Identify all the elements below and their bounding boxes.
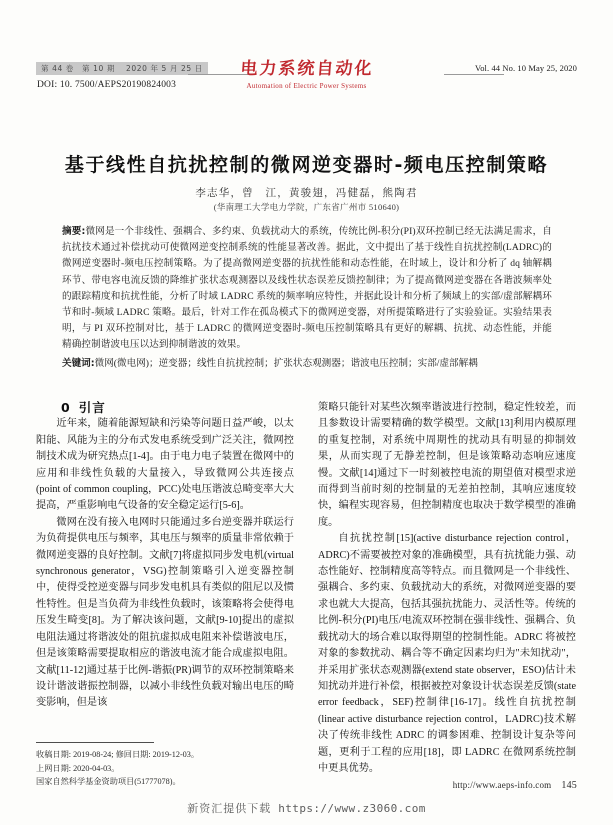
section-heading [36, 400, 294, 416]
journal-logo [202, 58, 412, 91]
watermark-label: 新资汇提供下载 [187, 802, 272, 815]
body-column-left [36, 400, 294, 712]
keywords-text: 微网(微电网)；逆变器；线性自抗扰控制；扩张状态观测器；谐波电压控制；实部/虚部解耦 [94, 358, 478, 369]
footnote-divider [36, 742, 154, 743]
volume-issue-band: 第 44 卷 第 10 期 2020 年 5 月 25 日 [36, 62, 208, 75]
footnote-received-date: 收稿日期: 2019-08-24; 修回日期: 2019-12-03。 [36, 750, 200, 759]
page-number: 145 [561, 780, 577, 791]
paragraph: 自抗扰控制[15](active disturbance rejection control，ADRC)不需要被控对象的准确模型，具有抗扰能力强、动态性能好、控制精度高等特点。而且微网是一个非线性、强耦合、多约束、负载扰动大的系统，对微网逆变器的要求也就大大提高，包括其强抗扰能力、灵活性等。传统的比例-积分(PI)电压/电流双环控制在强非线性、强耦合、负载扰动大的场合难以取得期望的控制性能。ADRC 将被控对象的参数扰动、耦合等不确定因素均归为"未知扰动"，并采用扩张状态观测器(extend state observer，ESO)估计未知扰动并进行补偿，根据被控对象设计状态误差反馈(state error feedback，SEF)控制律[16-17]。线性自抗扰控制(linear active disturbance rejection control，LADRC)技术解决了传统非线性 ADRC 的调参困难、控制设计复杂等问题，更利于工程的应用[18]，即 LADRC 在微网系统控制中更具优势。 [318, 533, 576, 774]
paragraph: 微网在没有接入电网时只能通过多台逆变器并联运行为负荷提供电压与频率，其电压与频率的质量非常依赖于微网逆变器的良好控制。文献[7]将虚拟同步发电机(virtual synchronous generator，VSG)控制策略引入逆变器控制中，使得受控逆变器与同步发电机具有类似的阻尼以及惯性特性。但是当负荷为非线性负载时，该策略将会使得电压发生畸变[8]。为了解决该问题，文献[9-10]提出的虚拟电阻法通过将谐波处的阻抗虚拟成电阻来补偿谐波电压，但是该策略需要提取相应的谐波电流才能合成虚拟电阻。文献[11-12]通过基于比例-谐振(PR)调节的双环控制策略来设计谐波谐振控制器，以减小非线性负载对输出电压的畸变影响，但是该 [36, 516, 294, 709]
download-watermark [0, 800, 613, 816]
section-number: 0 [61, 400, 71, 415]
paragraph: 近年来，随着能源短缺和污染等问题日益严峻，以太阳能、风能为主的分布式发电系统受到广泛关注，微网控制技术成为研究热点[1-4]。由于电力电子装置在微网中的应用和非线性负载的大量接入，导致微网公共连接点(point of common coupling，PCC)处电压谐波总畸变率大大提高，严重影响电气设备的安全稳定运行[5-6]。 [36, 418, 294, 512]
page-footer [453, 780, 577, 791]
journal-title-en: Automation of Electric Power Systems [246, 82, 367, 90]
author-affiliation: (华南理工大学电力学院，广东省广州市 510640) [213, 202, 400, 212]
keywords-label: 关键词: [62, 358, 95, 369]
abstract-block [62, 224, 552, 354]
journal-url[interactable]: http://www.aeps-info.com [452, 780, 552, 790]
abstract-label: 摘要: [62, 226, 86, 237]
journal-masthead [36, 58, 577, 106]
paragraph: 策略只能针对某些次频率谐波进行控制，稳定性较差，而且参数设计需要精确的数学模型。文献[13]利用内模原理的重复控制，对系统中周期性的扰动具有明显的抑制效果，从而实现了无静差控制，但是该策略动态响应速度慢。文献[14]通过下一时刻被控电流的期望值对模型求逆而得到当前时刻的控制量的无差拍控制，其响应速度较快，编程实现容易，但控制精度也取决于数学模型的准确度。 [318, 402, 576, 528]
article-title: 基于线性自抗扰控制的微网逆变器时-频电压控制策略 [64, 154, 549, 176]
footnote-block [36, 748, 294, 789]
keywords-block [62, 356, 552, 372]
footnote-funding: 国家自然科学基金资助项目(51777078)。 [36, 777, 181, 787]
section-title: 引言 [78, 400, 106, 415]
author-list: 李志华，曾 江，黄骏翅，冯健磊，熊陶君 [195, 188, 418, 199]
abstract-text: 微网是一个非线性、强耦合、多约束、负载扰动大的系统，传统比例-积分(PI)双环控制已经无法满足需求，自抗扰技术通过补偿扰动可使微网逆变控制系统的性能显著改善。据此，文中提出了基于线性自抗扰控制(LADRC)的微网逆变器时-频电压控制策略。为了提高微网逆变器的抗扰性能和动态性能，在时域上，设计和分析了 dq 轴解耦环节、带电容电流反馈的降维扩张状态观测器以及线性状态误差反馈控制律；为了提高微网逆变器在各谐波频率处的跟踪精度和抗扰性能，分析了时域 LADRC 系统的频率响应特性，并据此设计和分析了频域上的实部/虚部解耦环节和时-频域 LADRC 策略。最后，针对工作在孤岛模式下的微网逆变器，对所提策略进行了实验验证。实验结果表明，与 PI 双环控制对比，基于 LADRC 的微网逆变器时-频电压控制策略具有更好的解耦、抗扰、动态性能，并能精确控制谐波电压以达到抑制谐波的效果。 [62, 226, 553, 351]
footnote-online-date: 上网日期: 2020-04-03。 [36, 763, 120, 773]
masthead-rule-right [444, 74, 504, 75]
journal-title-cn: 电力系统自动化 [239, 59, 374, 79]
body-column-right [318, 400, 576, 777]
watermark-url: https://www.z3060.com [278, 802, 426, 815]
doi-line: DOI: 10. 7500/AEPS20190824003 [37, 80, 177, 90]
volume-issue-english: Vol. 44 No. 10 May 25, 2020 [475, 63, 577, 73]
